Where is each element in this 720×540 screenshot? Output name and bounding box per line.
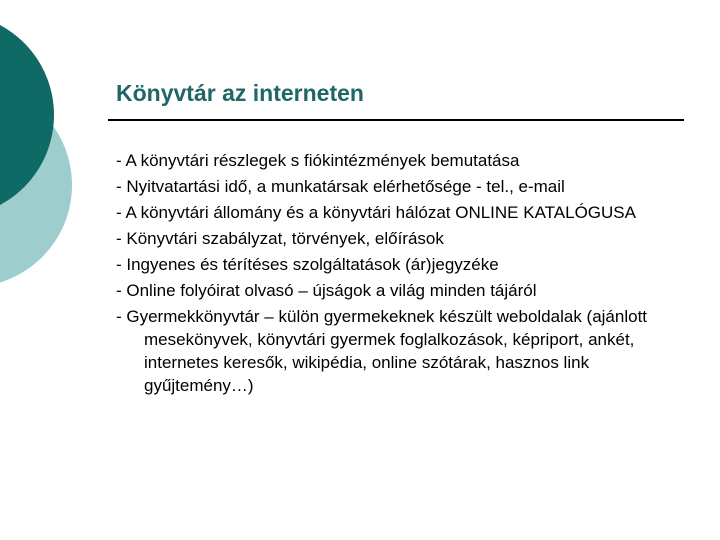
list-item: - Ingyenes és térítéses szolgáltatások (ár)jegyzéke — [116, 255, 499, 274]
bullet-list — [116, 149, 696, 400]
list-item: - Gyermekkönyvtár – külön gyermekeknek készült weboldalak (ajánlott mesekönyvek, könyvtári gyermek foglalkozások, képriport, ankét, internetes keresők, wikipédia, online szótárak, hasznos link gyűjtemény…) — [116, 307, 648, 395]
list-item: - A könyvtári részlegek s fiókintézmények bemutatása — [116, 151, 520, 170]
list-item: - Könyvtári szabályzat, törvények, előírások — [116, 229, 444, 248]
list-item: - Online folyóirat olvasó – újságok a világ minden tájáról — [116, 281, 537, 300]
list-item: - A könyvtári állomány és a könyvtári hálózat ONLINE KATALÓGUSA — [116, 203, 636, 222]
slide-title: Könyvtár az interneten — [116, 80, 364, 106]
title-divider — [108, 119, 684, 121]
list-item: - Nyitvatartási idő, a munkatársak elérhetősége - tel., e-mail — [116, 177, 565, 196]
